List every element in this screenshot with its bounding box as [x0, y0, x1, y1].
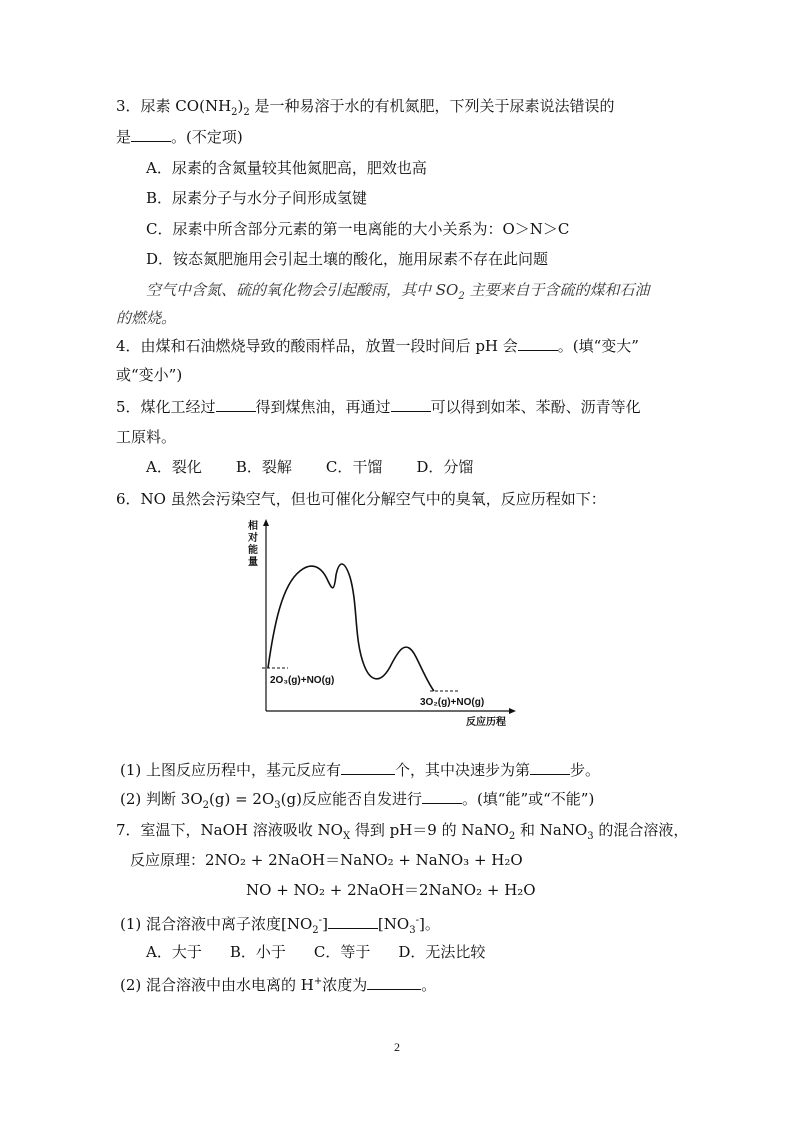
q5-option-d: D．分馏 [416, 458, 474, 476]
q3-option-d: D．铵态氮肥施用会引起土壤的酸化，施用尿素不存在此问题 [146, 250, 549, 268]
q6-sub1: (1) 上图反应历程中，基元反应有 个，其中决速步为第 步。 [120, 761, 601, 779]
q3-stem: 3．尿素 $CO(NH_2)_2$ 是一种易溶于水的有机氮肥，下列关于尿素说法错误的 [116, 97, 615, 118]
q7-sub1: (1) 混合溶液中离子浓度$[NO_2^-]$ $[NO_3^-]$。 [120, 915, 440, 936]
q6-sub2: (2) 判断 $3O_2(g) = 2O_3(g)$反应能否自发进行 。(填“能”或“不能”) [120, 790, 595, 811]
answer-blank[interactable] [341, 760, 395, 775]
q6-stem: 6．NO 虽然会污染空气，但也可催化分解空气中的臭氧，反应历程如下： [116, 490, 606, 508]
y-label-char-1: 相 [248, 521, 258, 532]
answer-blank[interactable] [422, 789, 462, 804]
answer-blank[interactable] [391, 397, 431, 412]
q7-equation-2: NO + NO₂ + 2NaOH＝2NaNO₂ + H₂O [246, 881, 536, 899]
q4-stem: 4．由煤和石油燃烧导致的酸雨样品，放置一段时间后 pH 会 。(填“变大” [116, 337, 639, 355]
energy-diagram [240, 515, 530, 730]
y-axis-arrow [263, 519, 269, 526]
q5-stem-line2: 工原料。 [116, 428, 177, 446]
answer-blank[interactable] [216, 397, 256, 412]
q7-option-d: D．无法比较 [398, 943, 486, 961]
passage-line1: 空气中含氮、硫的氧化物会引起酸雨，其中 $SO_2$ 主要来自于含硫的煤和石油 [146, 281, 650, 302]
q3-stem-line2: 是 。(不定项) [116, 128, 243, 146]
q5-options [146, 457, 507, 477]
y-label-char-4: 量 [248, 557, 258, 568]
q7-sub2: (2) 混合溶液中由水电离的 H+浓度为 。 [120, 976, 437, 994]
q4-stem-line2: 或“变小”) [116, 366, 183, 384]
q7-options [146, 942, 513, 962]
x-axis-label: 反应历程 [466, 717, 506, 728]
end-species-label: 3O₂(g)+NO(g) [420, 697, 485, 708]
start-species-label: 2O₃(g)+NO(g) [270, 675, 335, 686]
q5-option-b: B．裂解 [235, 458, 292, 476]
x-axis-arrow [509, 708, 516, 714]
answer-blank[interactable] [131, 127, 171, 142]
q5-option-a: A．裂化 [146, 458, 202, 476]
q5-option-c: C．干馏 [325, 458, 383, 476]
q7-equation-1: 反应原理：2NO₂ + 2NaOH＝NaNO₂ + NaNO₃ + H₂O [130, 851, 523, 869]
y-axis-label [247, 519, 261, 568]
q7-option-c: C．等于 [313, 943, 371, 961]
passage-line2: 的燃烧。 [116, 309, 177, 327]
y-label-char-3: 能 [248, 545, 258, 556]
answer-blank[interactable] [518, 336, 558, 351]
page-number: 2 [394, 1040, 400, 1054]
answer-blank[interactable] [530, 760, 570, 775]
q3-option-b: B．尿素分子与水分子间形成氢键 [146, 189, 368, 207]
q7-option-a: A．大于 [146, 943, 202, 961]
y-label-char-2: 对 [248, 533, 258, 544]
q7-option-b: B．小于 [229, 943, 286, 961]
answer-blank[interactable] [367, 975, 421, 990]
energy-curve [268, 564, 434, 691]
q5-stem: 5．煤化工经过 得到煤焦油，再通过 可以得到如苯、苯酚、沥青等化 [116, 398, 641, 416]
answer-blank[interactable] [328, 914, 378, 929]
q3-option-a: A．尿素的含氮量较其他氮肥高，肥效也高 [146, 159, 427, 177]
q7-stem: 7．室温下，NaOH 溶液吸收 $NO_X$ 得到 pH＝9 的 NaNO$_2$ 和 NaNO$_3$ 的混合溶液， [116, 821, 689, 842]
q3-option-c: C．尿素中所含部分元素的第一电离能的大小关系为：O＞N＞C [146, 220, 570, 238]
